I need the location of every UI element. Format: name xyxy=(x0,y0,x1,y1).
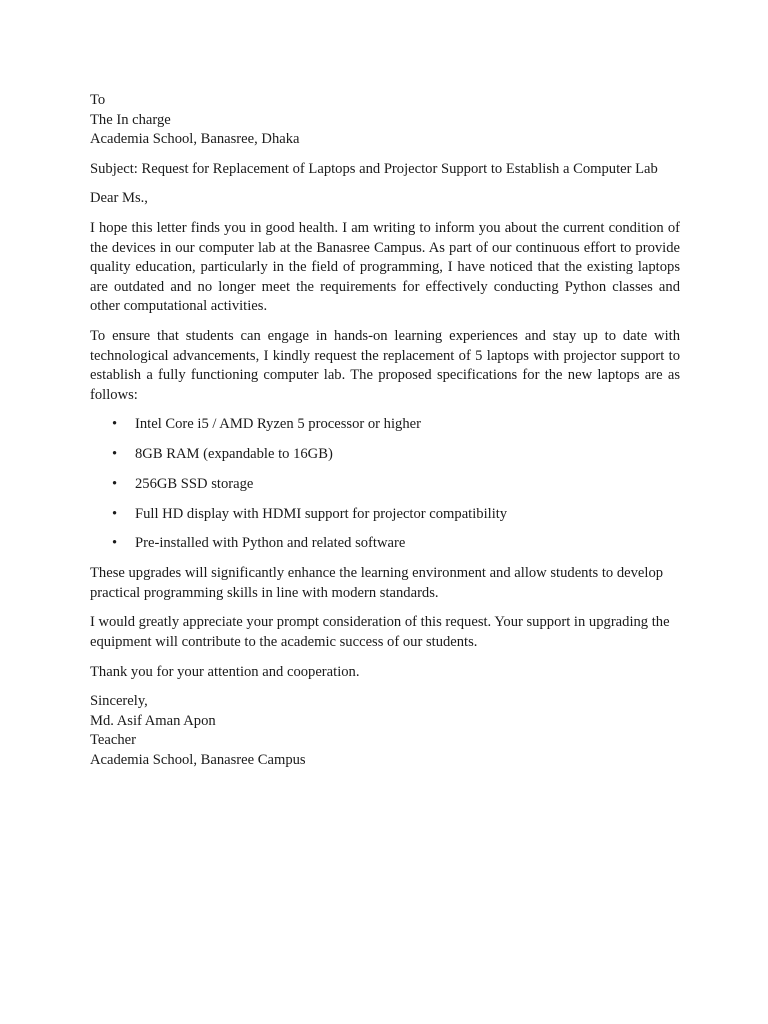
body-paragraph-request: To ensure that students can engage in hands-on learning experiences and stay up to date with technological advancements, I kindly request the replacement of 5 laptops with projector support to establish a fully functioning computer lab. The proposed specifications for the new laptops are as follows: xyxy=(90,327,680,403)
body-paragraph-intro: I hope this letter finds you in good health. I am writing to inform you about the current condition of the devices in our computer lab at the Banasree Campus. As part of our continuous effort to provide quality education, particularly in the field of programming, I have noticed that the existing laptops are outdated and no longer meet the requirements for effectively conducting Python classes and other computational activities. xyxy=(90,219,680,315)
bullet-icon: • xyxy=(112,446,118,463)
body-paragraph-upgrades: These upgrades will significantly enhance the learning environment and allow students to develop practical programming skills in line with modern standards. xyxy=(90,565,664,601)
list-item xyxy=(90,505,680,525)
spec-text: Intel Core i5 / AMD Ryzen 5 processor or higher xyxy=(135,416,421,433)
signature-closing: Sincerely, xyxy=(90,693,148,710)
recipient-title: The In charge xyxy=(90,111,171,128)
signature-role: Teacher xyxy=(90,732,136,749)
signature-block xyxy=(90,692,680,770)
spec-text: Pre-installed with Python and related software xyxy=(135,535,406,552)
spec-text: 256GB SSD storage xyxy=(135,475,254,492)
recipient-to: To xyxy=(90,92,106,108)
subject-line: Subject: Request for Replacement of Laptops and Projector Support to Establish a Computer Lab xyxy=(90,160,658,177)
recipient-address: Academia School, Banasree, Dhaka xyxy=(90,131,300,148)
spec-text: Full HD display with HDMI support for projector compatibility xyxy=(135,505,508,522)
bullet-icon: • xyxy=(112,505,118,522)
salutation: Dear Ms., xyxy=(90,190,148,207)
bullet-icon: • xyxy=(112,475,118,492)
recipient-block xyxy=(90,91,680,150)
body-paragraph-thanks: Thank you for your attention and cooperation. xyxy=(90,663,360,680)
signature-name: Md. Asif Aman Apon xyxy=(90,712,216,729)
bullet-icon: • xyxy=(112,535,118,552)
spec-text: 8GB RAM (expandable to 16GB) xyxy=(135,446,333,463)
specs-list xyxy=(90,415,680,554)
list-item xyxy=(90,534,680,554)
list-item xyxy=(90,445,680,465)
signature-organization: Academia School, Banasree Campus xyxy=(90,751,306,768)
body-paragraph-appreciation: I would greatly appreciate your prompt consideration of this request. Your support in upgrading the equipment will contribute to the academic success of our students. xyxy=(90,614,670,650)
letter xyxy=(90,91,680,771)
bullet-icon: • xyxy=(112,416,118,433)
list-item xyxy=(90,475,680,495)
list-item xyxy=(90,415,680,435)
